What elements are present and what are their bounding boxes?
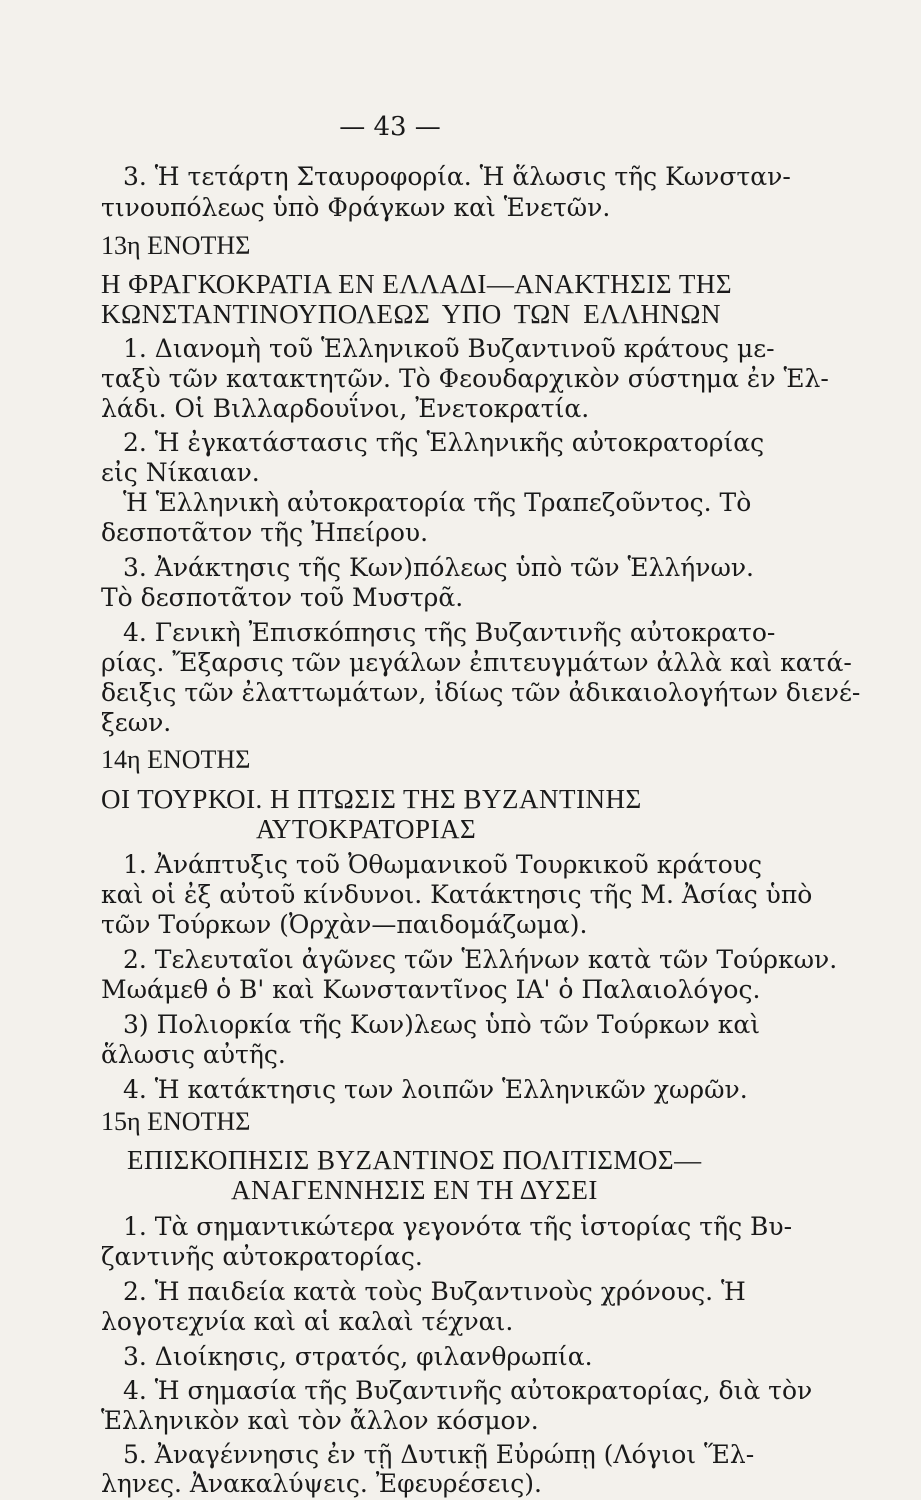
text-line: Ἑλληνικὸν καὶ τὸν ἄλλον κόσμον. [101, 1406, 539, 1435]
text-line: 4. Γενικὴ Ἐπισκόπησις τῆς Βυζαντινῆς αὐτοκρατο- [123, 618, 776, 647]
text-line: 5. Ἀναγέννησις ἐν τῇ Δυτικῇ Εὐρώπῃ (Λόγιοι Ἕλ- [123, 1440, 755, 1469]
text-line: 2. Ἡ ἐγκατάστασις τῆς Ἑλληνικῆς αὐτοκρατορίας [123, 428, 765, 457]
text-line: 3. Ἀνάκτησις τῆς Κων)πόλεως ὑπὸ τῶν Ἑλλήνων. [123, 553, 754, 582]
unit-title: ΕΠΙΣΚΟΠΗΣΙΣ ΒΥΖΑΝΤΙΝΟΣ ΠΟΛΙΤΙΣΜΟΣ— [127, 1145, 702, 1175]
text-line: 1. Ἀνάπτυξις τοῦ Ὀθωμανικοῦ Τουρκικοῦ κράτους [123, 850, 762, 879]
unit-heading: 13η ΕΝΟΤΗΣ [101, 231, 251, 260]
text-line: λογοτεχνία καὶ αἱ καλαὶ τέχναι. [101, 1307, 514, 1336]
text-line: ζαντινῆς αὐτοκρατορίας. [101, 1242, 423, 1271]
text-line: 1. Τὰ σημαντικώτερα γεγονότα τῆς ἱστορίας τῆς Βυ- [123, 1212, 793, 1241]
text-line: ρίας. Ἔξαρσις τῶν μεγάλων ἐπιτευγμάτων ἀλλὰ καὶ κατά- [101, 648, 852, 677]
text-line: ξεων. [101, 708, 172, 737]
text-line: ταξὺ τῶν κατακτητῶν. Τὸ Φεουδαρχικὸν σύστημα ἐν Ἑλ- [101, 364, 829, 393]
text-line: εἰς Νίκαιαν. [101, 458, 260, 487]
text-line: 1. Διανομὴ τοῦ Ἑλληνικοῦ Βυζαντινοῦ κράτους με- [123, 334, 775, 363]
text-line: 3) Πολιορκία τῆς Κων)λεως ὑπὸ τῶν Τούρκων καὶ [123, 1010, 761, 1039]
page-number: — 43 — [339, 112, 441, 142]
unit-title: Η ΦΡΑΓΚΟΚΡΑΤΙΑ ΕΝ ΕΛΛΑΔΙ—ΑΝΑΚΤΗΣΙΣ ΤΗΣ [101, 269, 733, 299]
unit-title: ΑΥΤΟΚΡΑΤΟΡΙΑΣ [256, 814, 477, 844]
text-line: τινουπόλεως ὑπὸ Φράγκων καὶ Ἑνετῶν. [101, 193, 611, 222]
text-line: ἅλωσις αὐτῆς. [101, 1040, 286, 1069]
text-line: καὶ οἱ ἐξ αὐτοῦ κίνδυνοι. Κατάκτησις τῆς Μ. Ἀσίας ὑπὸ [101, 880, 813, 909]
unit-title: ΟΙ ΤΟΥΡΚΟΙ. Η ΠΤΩΣΙΣ ΤΗΣ ΒΥΖΑΝΤΙΝΗΣ [101, 784, 642, 814]
text-line: 3. Διοίκησις, στρατός, φιλανθρωπία. [123, 1342, 593, 1371]
text-line: 2. Ἡ παιδεία κατὰ τοὺς Βυζαντινοὺς χρόνους. Ἡ [123, 1277, 746, 1306]
unit-heading: 15η ΕΝΟΤΗΣ [101, 1107, 251, 1136]
text-line: δειξις τῶν ἐλαττωμάτων, ἰδίως τῶν ἀδικαιολογήτων διενέ- [101, 678, 861, 707]
unit-heading: 14η ΕΝΟΤΗΣ [101, 745, 251, 774]
unit-title: ΚΩΝΣΤΑΝΤΙΝΟΥΠΟΛΕΩΣ ΥΠΟ ΤΩΝ ΕΛΛΗΝΩΝ [101, 299, 721, 329]
text-line: 2. Τελευταῖοι ἀγῶνες τῶν Ἑλλήνων κατὰ τῶν Τούρκων. [123, 945, 838, 974]
text-line: δεσποτᾶτον τῆς Ἠπείρου. [101, 518, 429, 547]
text-line: 4. Ἡ σημασία τῆς Βυζαντινῆς αὐτοκρατορίας, διὰ τὸν [123, 1376, 813, 1405]
text-line: λάδι. Οἱ Βιλλαρδουΐνοι, Ἐνετοκρατία. [101, 394, 590, 423]
text-line: ληνες. Ἀνακαλύψεις. Ἐφευρέσεις). [101, 1469, 542, 1498]
text-line: 3. Ἡ τετάρτη Σταυροφορία. Ἡ ἅλωσις τῆς Κωνσταν- [123, 162, 791, 191]
text-line: Ἡ Ἑλληνικὴ αὐτοκρατορία τῆς Τραπεζοῦντος. Τὸ [123, 488, 752, 517]
unit-title: ΑΝΑΓΕΝΝΗΣΙΣ ΕΝ ΤΗ ΔΥΣΕΙ [231, 1175, 598, 1205]
text-line: 4. Ἡ κατάκτησις των λοιπῶν Ἑλληνικῶν χωρῶν. [123, 1075, 748, 1104]
text-line: Τὸ δεσποτᾶτον τοῦ Μυστρᾶ. [101, 583, 464, 612]
text-line: Μωάμεθ ὁ Β' καὶ Κωνσταντῖνος ΙΑ' ὁ Παλαιολόγος. [101, 975, 761, 1004]
text-line: τῶν Τούρκων (Ὀρχὰν—παιδομάζωμα). [101, 910, 588, 939]
